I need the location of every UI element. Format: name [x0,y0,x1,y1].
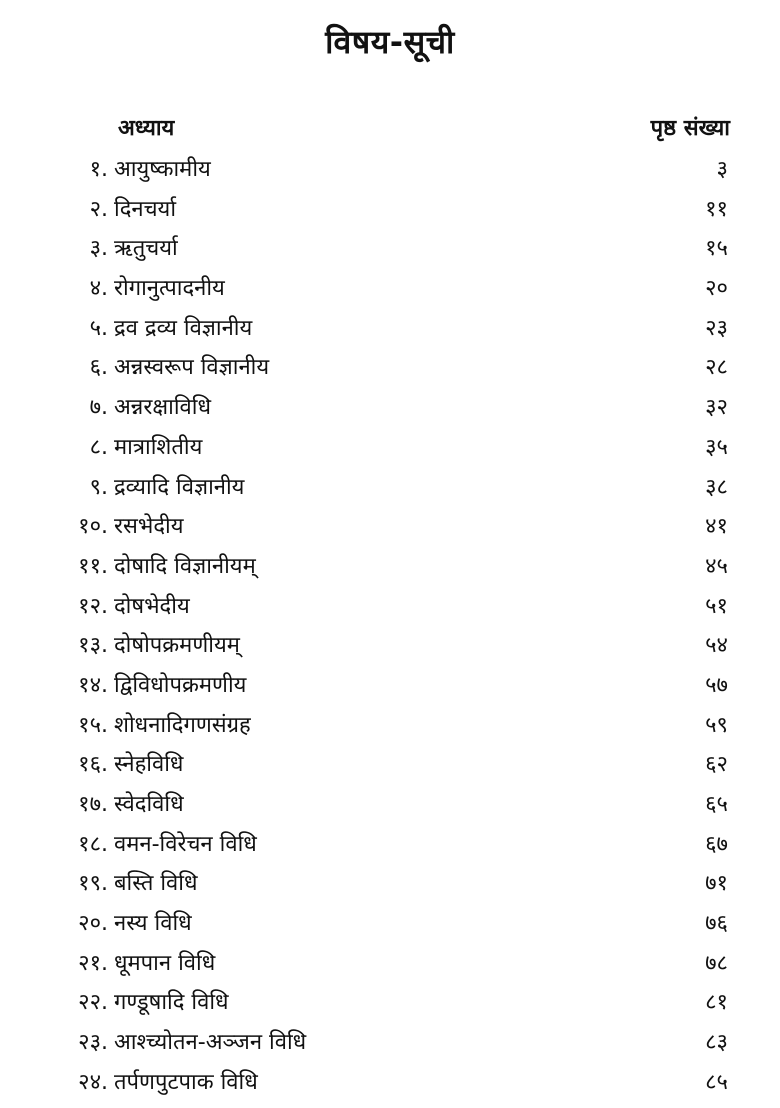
chapter-title: रोगानुत्पादनीय [114,276,225,302]
page-number: ५४ [705,633,728,659]
page-number: २० [705,276,728,302]
chapter-number: ११. [78,553,108,579]
toc-entry [0,944,780,984]
toc-entry [0,547,780,587]
chapter-title: द्विविधोपक्रमणीय [114,672,247,698]
chapter-number: १९. [78,871,108,897]
chapter-number: ७. [89,395,108,421]
chapter-title: शोधनादिगणसंग्रह [114,712,251,738]
page-number: ८५ [705,1069,728,1095]
toc-entry [0,468,780,508]
toc-entry [0,269,780,309]
page-number: ६५ [705,792,728,817]
chapter-title: आश्च्योतन-अञ्जन विधि [114,1030,307,1056]
chapter-number: ९. [89,474,108,500]
page-title: विषय-सूची [325,23,455,61]
chapter-title: दोषभेदीय [114,593,190,619]
chapter-number: १७. [78,792,108,817]
chapter-number: ५. [89,315,108,341]
toc-entry [0,507,780,547]
chapter-number: १४. [78,672,108,698]
chapter-number: २१. [78,950,108,976]
chapter-title: गण्डूषादि विधि [114,990,229,1016]
chapter-title: स्नेहविधि [114,752,184,778]
page-number: ३८ [705,474,728,500]
chapter-title: ऋतुचर्या [114,236,178,262]
toc-entry [0,190,780,230]
chapter-number: १०. [78,514,108,540]
toc-entry [0,666,780,706]
page-number: ११ [705,196,728,222]
toc-entry [0,864,780,904]
chapter-number: १८. [78,831,108,857]
chapter-title: दोषोपक्रमणीयम् [114,633,240,659]
chapter-title: द्रव द्रव्य विज्ञानीय [114,315,253,341]
chapter-number: १२. [78,593,108,619]
chapter-title: तर्पणपुटपाक विधि [114,1069,258,1095]
page-number: ५९ [705,712,728,738]
toc-entry [0,983,780,1023]
chapter-number: ४. [89,276,108,302]
page-number: ५७ [705,672,728,698]
toc-entry [0,309,780,349]
page-number: ४५ [705,553,728,579]
toc-entry [0,745,780,785]
chapter-number: १५. [78,712,108,738]
chapter-number: २३. [78,1030,108,1056]
chapter-number: ६. [89,355,108,381]
chapter-number: १६. [78,752,108,778]
toc-entry [0,706,780,746]
chapter-number: ८. [89,434,108,460]
chapter-number: १३. [78,633,108,659]
page-number: २३ [705,315,728,341]
chapter-number: २४. [78,1069,108,1095]
toc-entry [0,1023,780,1063]
chapter-title: स्वेदविधि [114,792,184,817]
page-number: ८१ [705,990,728,1016]
toc-entry [0,229,780,269]
chapter-number: ३. [89,236,108,262]
page-number: ७१ [705,871,728,897]
toc-entry [0,428,780,468]
toc-entry [0,587,780,627]
chapter-title: दोषादि विज्ञानीयम् [114,553,256,579]
toc-entry [0,825,780,865]
page-number: ६२ [705,752,728,778]
page-number-column-header: पृष्ठ संख्या [650,116,730,141]
toc-entry [0,785,780,825]
page-number: १५ [705,236,728,262]
chapter-column-header: अध्याय [118,116,175,141]
page-number: ६७ [705,831,728,857]
chapter-number: १. [89,157,108,182]
page-number: ८३ [705,1030,728,1056]
toc-entry [0,626,780,666]
chapter-number: २२. [78,990,108,1016]
chapter-title: आयुष्कामीय [114,157,211,182]
chapter-title: द्रव्यादि विज्ञानीय [114,474,245,500]
toc-entry [0,388,780,428]
chapter-title: धूमपान विधि [114,950,216,976]
chapter-title: अन्नरक्षाविधि [114,395,211,421]
page-number: २८ [705,355,728,381]
page-number: ३२ [705,395,728,421]
table-of-contents [0,150,780,1103]
chapter-title: अन्नस्वरूप विज्ञानीय [114,355,270,381]
page-number: ७८ [705,950,728,976]
page-number: ४१ [705,514,728,540]
chapter-title: बस्ति विधि [114,871,198,897]
chapter-title: मात्राशितीय [114,434,203,460]
toc-entry [0,904,780,944]
chapter-number: २०. [78,911,108,937]
page-number: ५१ [705,593,728,619]
toc-entry [0,150,780,190]
toc-entry [0,348,780,388]
page-number: ३ [716,157,728,182]
chapter-title: दिनचर्या [114,196,177,222]
chapter-title: नस्य विधि [114,911,192,937]
page-number: ७६ [705,911,728,937]
chapter-title: रसभेदीय [114,514,184,540]
chapter-title: वमन-विरेचन विधि [114,831,257,857]
toc-entry [0,1063,780,1103]
chapter-number: २. [89,196,108,222]
page-number: ३५ [705,434,728,460]
